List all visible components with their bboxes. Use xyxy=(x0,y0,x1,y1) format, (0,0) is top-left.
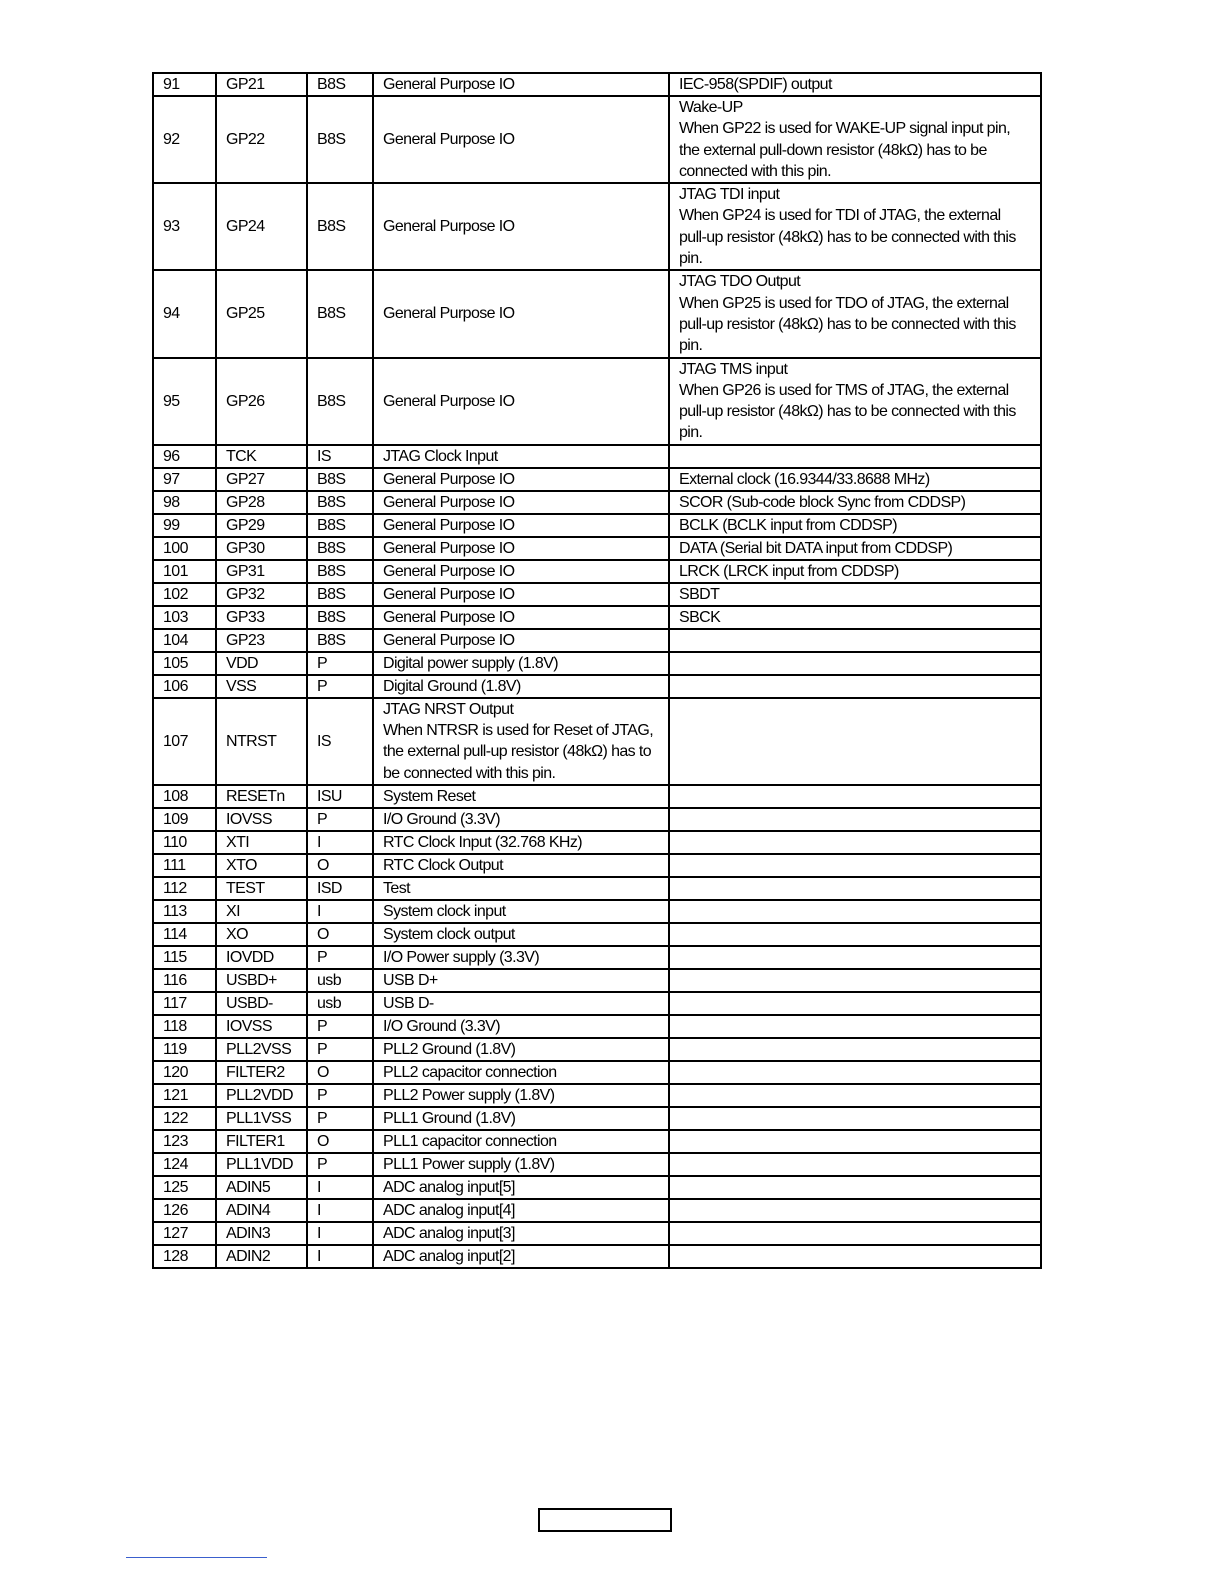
pin-name-cell: TCK xyxy=(216,445,307,468)
table-row xyxy=(153,877,1041,900)
table-row xyxy=(153,468,1041,491)
table-row xyxy=(153,183,1041,270)
pin-description-cell: ADC analog input[4] xyxy=(373,1199,669,1222)
pin-description-cell: I/O Ground (3.3V) xyxy=(373,808,669,831)
pin-description-cell: PLL2 Power supply (1.8V) xyxy=(373,1084,669,1107)
pin-description-cell: Digital power supply (1.8V) xyxy=(373,652,669,675)
pin-remark-cell xyxy=(669,969,1041,992)
table-row xyxy=(153,1084,1041,1107)
pin-type-cell: P xyxy=(307,1084,373,1107)
pin-type-cell: B8S xyxy=(307,73,373,96)
pin-name-cell: GP31 xyxy=(216,560,307,583)
pin-description-cell xyxy=(373,698,669,785)
pin-name-cell: FILTER2 xyxy=(216,1061,307,1084)
pin-no-cell: 113 xyxy=(153,900,216,923)
pin-type-cell: ISD xyxy=(307,877,373,900)
pin-no-cell: 93 xyxy=(153,183,216,270)
pin-type-cell: I xyxy=(307,1222,373,1245)
pin-no-cell: 122 xyxy=(153,1107,216,1130)
pin-no-cell: 112 xyxy=(153,877,216,900)
pin-remark-cell xyxy=(669,877,1041,900)
pin-no-cell: 98 xyxy=(153,491,216,514)
pin-remark-cell xyxy=(669,698,1041,785)
pin-name-cell: GP29 xyxy=(216,514,307,537)
pin-description-cell: General Purpose IO xyxy=(373,583,669,606)
pin-type-cell: P xyxy=(307,1038,373,1061)
pin-no-cell: 100 xyxy=(153,537,216,560)
pin-name-cell: XO xyxy=(216,923,307,946)
pin-type-cell: B8S xyxy=(307,183,373,270)
table-row xyxy=(153,491,1041,514)
table-row xyxy=(153,560,1041,583)
pin-type-cell: B8S xyxy=(307,560,373,583)
pin-description-cell: USB D- xyxy=(373,992,669,1015)
pin-no-cell: 91 xyxy=(153,73,216,96)
pin-no-cell: 110 xyxy=(153,831,216,854)
pin-remark-cell xyxy=(669,358,1041,445)
pin-description-cell: System Reset xyxy=(373,785,669,808)
pin-name-cell: PLL2VSS xyxy=(216,1038,307,1061)
pin-type-cell: B8S xyxy=(307,606,373,629)
pin-description-cell: RTC Clock Input (32.768 KHz) xyxy=(373,831,669,854)
pin-description-cell: PLL1 capacitor connection xyxy=(373,1130,669,1153)
pin-no-cell: 103 xyxy=(153,606,216,629)
pin-name-cell: PLL1VDD xyxy=(216,1153,307,1176)
pin-name-cell: USBD+ xyxy=(216,969,307,992)
table-row xyxy=(153,358,1041,445)
pin-name-cell: NTRST xyxy=(216,698,307,785)
pin-name-cell: IOVSS xyxy=(216,808,307,831)
pin-table-body xyxy=(153,73,1041,1268)
pin-type-cell: O xyxy=(307,854,373,877)
pin-remark-cell: DATA (Serial bit DATA input from CDDSP) xyxy=(669,537,1041,560)
pin-remark-cell xyxy=(669,854,1041,877)
bottom-rule xyxy=(126,1557,267,1558)
pin-no-cell: 118 xyxy=(153,1015,216,1038)
pin-description-cell: System clock output xyxy=(373,923,669,946)
pin-remark-cell xyxy=(669,1038,1041,1061)
pin-type-cell: B8S xyxy=(307,270,373,357)
table-row xyxy=(153,1245,1041,1268)
pin-name-cell: XTI xyxy=(216,831,307,854)
pin-no-cell: 105 xyxy=(153,652,216,675)
pin-name-cell: RESETn xyxy=(216,785,307,808)
pin-no-cell: 106 xyxy=(153,675,216,698)
pin-remark-cell xyxy=(669,183,1041,270)
pin-name-cell: GP22 xyxy=(216,96,307,183)
pin-type-cell: O xyxy=(307,1130,373,1153)
pin-name-cell: GP28 xyxy=(216,491,307,514)
pin-description-cell: I/O Power supply (3.3V) xyxy=(373,946,669,969)
pin-remark-cell: SBDT xyxy=(669,583,1041,606)
pin-type-cell: I xyxy=(307,1176,373,1199)
pin-type-cell: P xyxy=(307,1107,373,1130)
pin-type-cell: P xyxy=(307,675,373,698)
table-row xyxy=(153,946,1041,969)
pin-type-cell: B8S xyxy=(307,537,373,560)
pin-name-cell: GP23 xyxy=(216,629,307,652)
pin-description-cell: General Purpose IO xyxy=(373,629,669,652)
pin-description-cell: PLL1 Power supply (1.8V) xyxy=(373,1153,669,1176)
pin-no-cell: 97 xyxy=(153,468,216,491)
table-row xyxy=(153,969,1041,992)
pin-no-cell: 116 xyxy=(153,969,216,992)
pin-description-cell: General Purpose IO xyxy=(373,606,669,629)
table-row xyxy=(153,808,1041,831)
pin-name-cell: IOVSS xyxy=(216,1015,307,1038)
pin-no-cell: 117 xyxy=(153,992,216,1015)
table-row xyxy=(153,1153,1041,1176)
pin-type-cell: I xyxy=(307,831,373,854)
pin-name-cell: PLL2VDD xyxy=(216,1084,307,1107)
pin-no-cell: 124 xyxy=(153,1153,216,1176)
pin-description-cell: RTC Clock Output xyxy=(373,854,669,877)
pin-no-cell: 114 xyxy=(153,923,216,946)
pin-no-cell: 95 xyxy=(153,358,216,445)
pin-name-cell: ADIN5 xyxy=(216,1176,307,1199)
pin-type-cell: B8S xyxy=(307,468,373,491)
pin-remark-cell: IEC-958(SPDIF) output xyxy=(669,73,1041,96)
pin-no-cell: 120 xyxy=(153,1061,216,1084)
pin-remark-cell xyxy=(669,1245,1041,1268)
pin-remark-cell xyxy=(669,629,1041,652)
description-title: JTAG NRST Output xyxy=(383,700,514,718)
pin-name-cell: VDD xyxy=(216,652,307,675)
pin-remark-cell xyxy=(669,445,1041,468)
pin-description-cell: General Purpose IO xyxy=(373,560,669,583)
remark-title: JTAG TDO Output xyxy=(679,273,801,291)
pin-no-cell: 101 xyxy=(153,560,216,583)
pin-name-cell: GP21 xyxy=(216,73,307,96)
table-row xyxy=(153,831,1041,854)
pin-name-cell: XTO xyxy=(216,854,307,877)
pin-name-cell: PLL1VSS xyxy=(216,1107,307,1130)
pin-name-cell: GP33 xyxy=(216,606,307,629)
pin-type-cell: P xyxy=(307,1153,373,1176)
pin-remark-cell xyxy=(669,831,1041,854)
pin-no-cell: 99 xyxy=(153,514,216,537)
remark-title: JTAG TMS input xyxy=(679,360,788,378)
pin-remark-cell xyxy=(669,992,1041,1015)
pin-type-cell: P xyxy=(307,808,373,831)
pin-no-cell: 107 xyxy=(153,698,216,785)
pin-no-cell: 127 xyxy=(153,1222,216,1245)
pin-description-cell: General Purpose IO xyxy=(373,514,669,537)
pin-no-cell: 104 xyxy=(153,629,216,652)
description-body: When NTRSR is used for Reset of JTAG, the external pull-up resistor (48kΩ) has to be connected with this pin. xyxy=(383,722,654,782)
table-row xyxy=(153,1176,1041,1199)
remark-body: When GP22 is used for WAKE-UP signal input pin, the external pull-down resistor (48kΩ) has to be connected with this pin. xyxy=(679,120,1011,180)
pin-description-cell: General Purpose IO xyxy=(373,96,669,183)
pin-name-cell: GP26 xyxy=(216,358,307,445)
pin-description-cell: ADC analog input[2] xyxy=(373,1245,669,1268)
pin-description-cell: ADC analog input[5] xyxy=(373,1176,669,1199)
table-row xyxy=(153,1038,1041,1061)
pin-name-cell: GP27 xyxy=(216,468,307,491)
pin-type-cell: P xyxy=(307,652,373,675)
pin-remark-cell xyxy=(669,1222,1041,1245)
pin-description-cell: I/O Ground (3.3V) xyxy=(373,1015,669,1038)
pin-description-cell: PLL1 Ground (1.8V) xyxy=(373,1107,669,1130)
remark-body: When GP26 is used for TMS of JTAG, the external pull-up resistor (48kΩ) has to be connected with this pin. xyxy=(679,381,1016,442)
pin-remark-cell: SBCK xyxy=(669,606,1041,629)
pin-type-cell: ISU xyxy=(307,785,373,808)
table-row xyxy=(153,900,1041,923)
pin-description-cell: General Purpose IO xyxy=(373,270,669,357)
table-row xyxy=(153,537,1041,560)
pin-no-cell: 102 xyxy=(153,583,216,606)
table-row xyxy=(153,270,1041,357)
pin-no-cell: 92 xyxy=(153,96,216,183)
table-row xyxy=(153,583,1041,606)
pin-no-cell: 111 xyxy=(153,854,216,877)
table-row xyxy=(153,1015,1041,1038)
pin-remark-cell xyxy=(669,652,1041,675)
pin-remark-cell: SCOR (Sub-code block Sync from CDDSP) xyxy=(669,491,1041,514)
pin-type-cell: IS xyxy=(307,445,373,468)
table-row xyxy=(153,606,1041,629)
pin-no-cell: 121 xyxy=(153,1084,216,1107)
table-row xyxy=(153,96,1041,183)
pin-description-cell: Digital Ground (1.8V) xyxy=(373,675,669,698)
pin-remark-cell xyxy=(669,785,1041,808)
pin-type-cell: B8S xyxy=(307,358,373,445)
pin-name-cell: USBD- xyxy=(216,992,307,1015)
pin-name-cell: FILTER1 xyxy=(216,1130,307,1153)
pin-description-cell: System clock input xyxy=(373,900,669,923)
table-row xyxy=(153,923,1041,946)
pin-remark-cell xyxy=(669,808,1041,831)
pin-remark-cell xyxy=(669,1084,1041,1107)
pin-remark-cell xyxy=(669,946,1041,969)
pin-remark-cell xyxy=(669,1061,1041,1084)
pin-type-cell: B8S xyxy=(307,96,373,183)
pin-remark-cell xyxy=(669,1199,1041,1222)
pin-no-cell: 94 xyxy=(153,270,216,357)
table-row xyxy=(153,698,1041,785)
pin-remark-cell xyxy=(669,923,1041,946)
pin-description-cell: General Purpose IO xyxy=(373,537,669,560)
remark-body: When GP25 is used for TDO of JTAG, the external pull-up resistor (48kΩ) has to be connected with this pin. xyxy=(679,294,1016,355)
pin-name-cell: GP25 xyxy=(216,270,307,357)
pin-remark-cell: LRCK (LRCK input from CDDSP) xyxy=(669,560,1041,583)
table-row xyxy=(153,1199,1041,1222)
pin-type-cell: B8S xyxy=(307,491,373,514)
pin-type-cell: I xyxy=(307,1245,373,1268)
pin-name-cell: XI xyxy=(216,900,307,923)
pin-name-cell: VSS xyxy=(216,675,307,698)
pin-no-cell: 126 xyxy=(153,1199,216,1222)
pin-description-cell: General Purpose IO xyxy=(373,491,669,514)
pin-remark-cell: External clock (16.9344/33.8688 MHz) xyxy=(669,468,1041,491)
pin-description-table xyxy=(152,72,1042,1269)
pin-remark-cell xyxy=(669,270,1041,357)
pin-description-cell: ADC analog input[3] xyxy=(373,1222,669,1245)
pin-no-cell: 125 xyxy=(153,1176,216,1199)
pin-remark-cell: BCLK (BCLK input from CDDSP) xyxy=(669,514,1041,537)
pin-remark-cell xyxy=(669,675,1041,698)
pin-name-cell: IOVDD xyxy=(216,946,307,969)
table-row xyxy=(153,1222,1041,1245)
pin-description-cell: PLL2 capacitor connection xyxy=(373,1061,669,1084)
pin-type-cell: usb xyxy=(307,969,373,992)
pin-remark-cell xyxy=(669,96,1041,183)
pin-name-cell: TEST xyxy=(216,877,307,900)
table-row xyxy=(153,785,1041,808)
pin-name-cell: GP30 xyxy=(216,537,307,560)
remark-body: When GP24 is used for TDI of JTAG, the external pull-up resistor (48kΩ) has to be connected with this pin. xyxy=(679,207,1016,268)
table-row xyxy=(153,675,1041,698)
pin-no-cell: 96 xyxy=(153,445,216,468)
pin-no-cell: 108 xyxy=(153,785,216,808)
pin-remark-cell xyxy=(669,1107,1041,1130)
pin-remark-cell xyxy=(669,1130,1041,1153)
pin-type-cell: IS xyxy=(307,698,373,785)
table-row xyxy=(153,652,1041,675)
pin-type-cell: O xyxy=(307,1061,373,1084)
table-row xyxy=(153,514,1041,537)
table-row xyxy=(153,445,1041,468)
pin-description-cell: General Purpose IO xyxy=(373,468,669,491)
page-number-box xyxy=(538,1508,672,1532)
pin-description-cell: General Purpose IO xyxy=(373,358,669,445)
table-row xyxy=(153,1107,1041,1130)
pin-description-cell: General Purpose IO xyxy=(373,73,669,96)
pin-no-cell: 119 xyxy=(153,1038,216,1061)
pin-description-cell: JTAG Clock Input xyxy=(373,445,669,468)
pin-name-cell: ADIN2 xyxy=(216,1245,307,1268)
pin-type-cell: P xyxy=(307,1015,373,1038)
pin-remark-cell xyxy=(669,1015,1041,1038)
table-row xyxy=(153,992,1041,1015)
pin-type-cell: P xyxy=(307,946,373,969)
pin-description-cell: Test xyxy=(373,877,669,900)
pin-description-cell: General Purpose IO xyxy=(373,183,669,270)
pin-name-cell: GP32 xyxy=(216,583,307,606)
pin-remark-cell xyxy=(669,900,1041,923)
table-row xyxy=(153,1130,1041,1153)
pin-type-cell: I xyxy=(307,1199,373,1222)
pin-type-cell: usb xyxy=(307,992,373,1015)
table-row xyxy=(153,73,1041,96)
pin-description-cell: PLL2 Ground (1.8V) xyxy=(373,1038,669,1061)
pin-type-cell: B8S xyxy=(307,514,373,537)
pin-no-cell: 115 xyxy=(153,946,216,969)
remark-title: Wake-UP xyxy=(679,99,743,116)
pin-type-cell: O xyxy=(307,923,373,946)
remark-title: JTAG TDI input xyxy=(679,186,780,204)
pin-remark-cell xyxy=(669,1176,1041,1199)
pin-no-cell: 128 xyxy=(153,1245,216,1268)
table-row xyxy=(153,629,1041,652)
pin-name-cell: GP24 xyxy=(216,183,307,270)
pin-type-cell: B8S xyxy=(307,583,373,606)
pin-name-cell: ADIN4 xyxy=(216,1199,307,1222)
pin-remark-cell xyxy=(669,1153,1041,1176)
table-row xyxy=(153,1061,1041,1084)
pin-name-cell: ADIN3 xyxy=(216,1222,307,1245)
pin-description-cell: USB D+ xyxy=(373,969,669,992)
pin-type-cell: B8S xyxy=(307,629,373,652)
table-row xyxy=(153,854,1041,877)
pin-no-cell: 109 xyxy=(153,808,216,831)
pin-no-cell: 123 xyxy=(153,1130,216,1153)
pin-type-cell: I xyxy=(307,900,373,923)
